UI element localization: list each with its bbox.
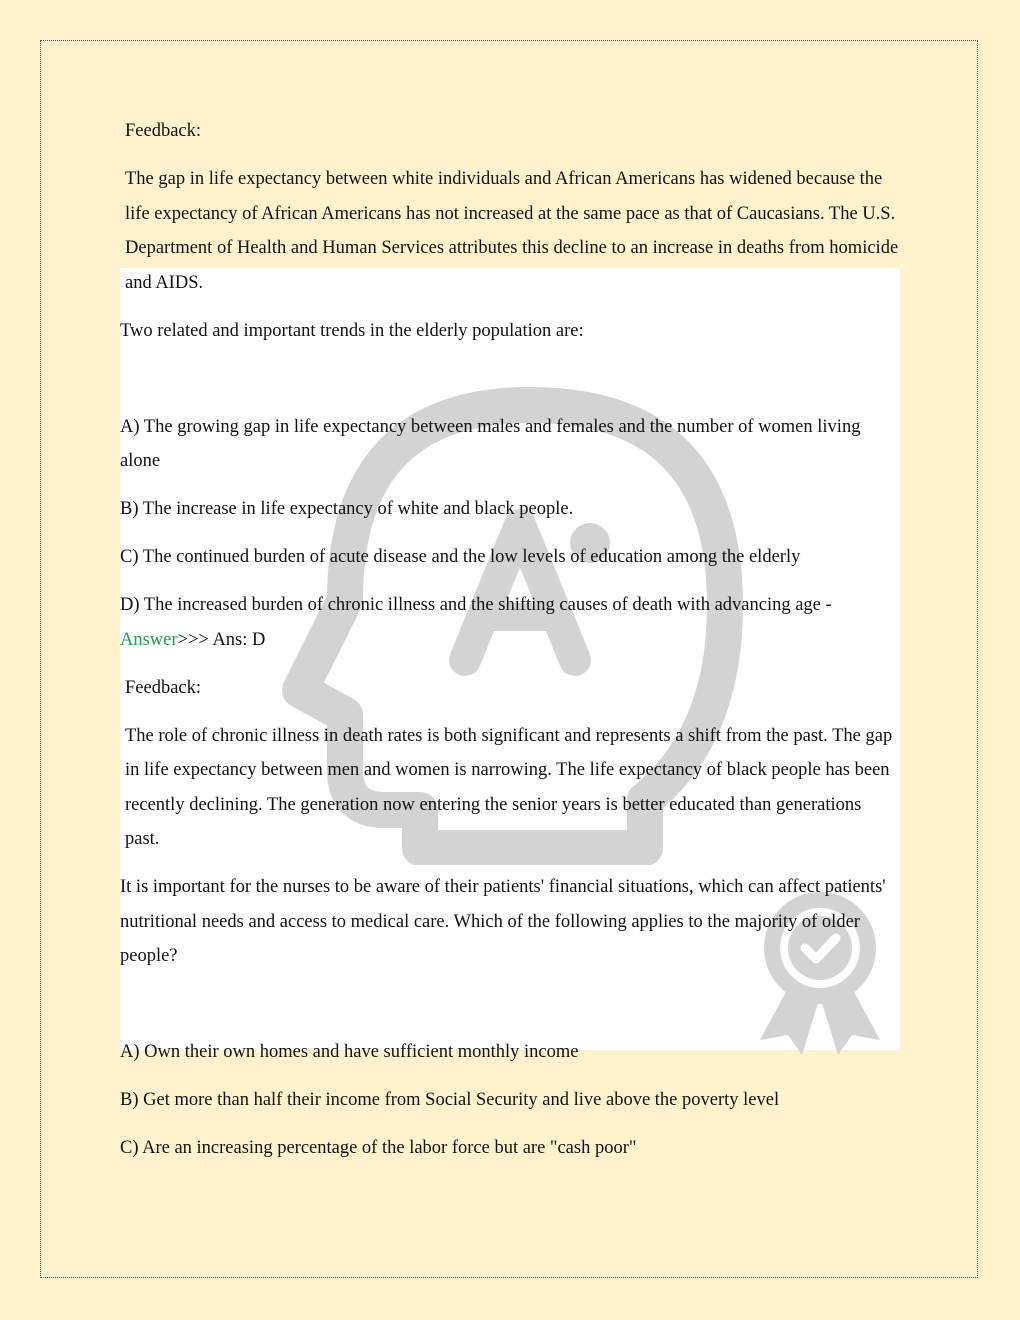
answer-value: >>> Ans: D	[177, 629, 266, 650]
answer-label: Answer	[120, 629, 178, 650]
option-d	[120, 588, 900, 657]
spacer	[120, 987, 900, 1022]
option-b: B) Get more than half their income from Social Security and live above the poverty level	[120, 1090, 780, 1110]
document-body	[120, 114, 900, 1179]
option-b: B) The increase in life expectancy of white and black people.	[120, 499, 574, 519]
option-a: A) The growing gap in life expectancy between males and females and the number of women living alone	[120, 416, 861, 471]
feedback-heading: Feedback:	[125, 121, 202, 141]
question-prompt: Two related and important trends in the elderly population are:	[120, 320, 584, 341]
option-d-text: D) The increased burden of chronic illness and the shifting causes of death with advancing age -	[120, 595, 832, 615]
feedback-text: The role of chronic illness in death rates is both significant and represents a shift from the past. The gap in life expectancy between men and women is narrowing. The life expectancy of black people has been recently declining. The generation now entering the senior years is better educated than generations past.	[125, 725, 893, 849]
option-c: C) Are an increasing percentage of the labor force but are "cash poor"	[120, 1138, 637, 1158]
question-prompt: It is important for the nurses to be aware of their patients' financial situations, which can affect patients' nutritional needs and access to medical care. Which of the following applies to the majority of older people?	[120, 877, 886, 966]
option-c: C) The continued burden of acute disease and the low levels of education among the elderly	[120, 547, 801, 567]
feedback-text: The gap in life expectancy between white individuals and African Americans has widened because the life expectancy of African Americans has not increased at the same pace as that of Caucasians. The U.S. Department of Health and Human Services attributes this decline to an increase in deaths from homicide and AIDS.	[125, 169, 899, 293]
feedback-heading: Feedback:	[125, 677, 202, 698]
spacer	[120, 362, 900, 397]
option-a: A) Own their own homes and have sufficient monthly income	[120, 1042, 579, 1062]
